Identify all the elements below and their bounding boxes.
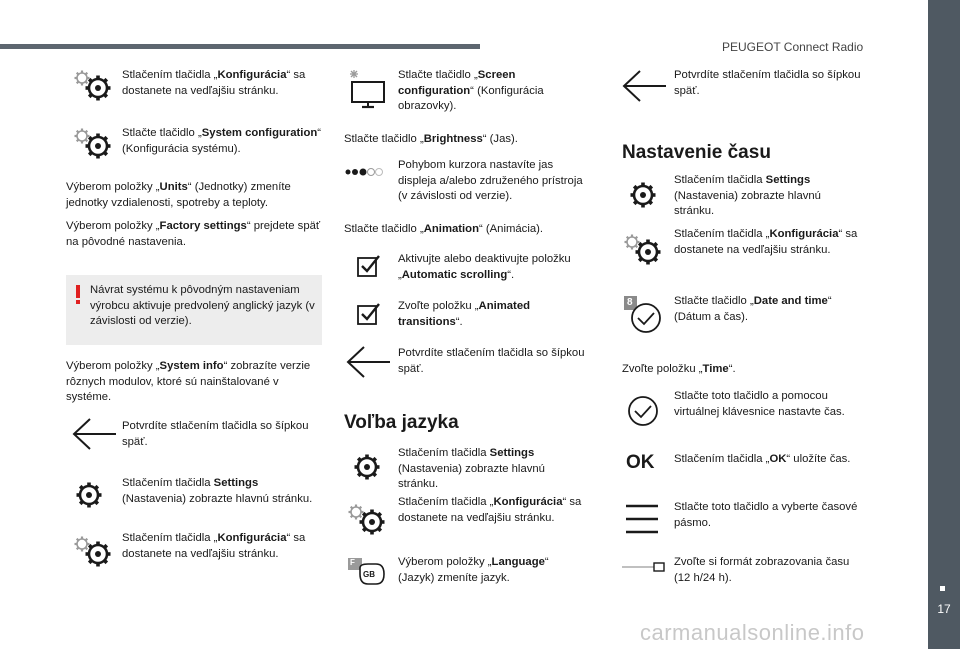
back-arrow-icon	[622, 70, 670, 104]
paragraph: Stlačte tlačidlo „Brightness“ (Jas).	[344, 133, 518, 145]
step-text: Stlačte tlačidlo „Date and time“ (Dátum a čas).	[674, 295, 832, 323]
ok-icon: OK	[626, 452, 655, 473]
step-text: Potvrdíte stlačením tlačidla so šípkou späť.	[122, 420, 309, 448]
flag-label-top: F	[350, 558, 355, 567]
paragraph: Zvoľte položku „Time“.	[622, 363, 736, 375]
paragraph: Stlačte tlačidlo „Animation“ (Animácia).	[344, 223, 544, 235]
configuration-gears-icon	[72, 532, 114, 570]
header-title: PEUGEOT Connect Radio	[722, 40, 864, 54]
back-arrow-icon	[346, 346, 394, 380]
side-tab	[928, 0, 960, 649]
checkbox-icon	[354, 300, 382, 328]
checkbox-icon	[354, 252, 382, 280]
screen-configuration-icon	[346, 70, 390, 110]
settings-gear-icon	[626, 178, 662, 212]
step-text: Stlačením tlačidla Settings (Nastavenia) zobrazte hlavnú stránku.	[674, 174, 821, 217]
menu-list-icon	[624, 502, 660, 536]
step-text: Stlačením tlačidla Settings (Nastavenia) zobrazte hlavnú stránku.	[398, 447, 545, 490]
configuration-gears-icon	[622, 230, 664, 268]
step-text: Stlačením tlačidla „OK“ uložíte čas.	[674, 453, 851, 465]
brightness-slider-icon	[344, 166, 390, 178]
step-text: Stlačením tlačidla „Konfigurácia“ sa dostanete na vedľajšiu stránku.	[398, 496, 582, 524]
step-text: Potvrdíte stlačením tlačidla so šípkou späť.	[674, 69, 861, 97]
watermark: carmanualsonline.info	[640, 620, 865, 645]
step-text: Výberom položky „Language“ (Jazyk) zmeníte jazyk.	[398, 556, 549, 584]
step-text: Stlačením tlačidla „Konfigurácia“ sa dostanete na vedľajšiu stránku.	[122, 532, 306, 560]
time-check-icon	[626, 394, 660, 428]
paragraph: Výberom položky „System info“ zobrazíte verzie rôznych modulov, ktoré sú nainštalované v systéme.	[66, 360, 311, 403]
section-heading-language: Voľba jazyka	[344, 412, 459, 433]
note-text: Návrat systému k pôvodným nastaveniam výrobcu aktivuje predvolený anglický jazyk (v závislosti od verzie).	[90, 284, 315, 327]
step-text: Stlačením tlačidla Settings (Nastavenia) zobrazte hlavnú stránku.	[122, 477, 313, 505]
toggle-slider-icon	[622, 560, 666, 574]
warning-icon-dot	[76, 300, 80, 304]
section-heading-time: Nastavenie času	[622, 142, 771, 163]
date-time-icon	[624, 296, 664, 336]
configuration-gears-icon	[72, 66, 114, 104]
configuration-gears-icon	[346, 500, 388, 538]
step-text: Stlačením tlačidla „Konfigurácia“ sa dostanete na vedľajšiu stránku.	[122, 69, 306, 97]
paragraph: Výberom položky „Factory settings“ prejdete späť na pôvodné nastavenia.	[66, 220, 321, 248]
step-text: Stlačením tlačidla „Konfigurácia“ sa dostanete na vedľajšiu stránku.	[674, 228, 858, 256]
note-box	[66, 275, 322, 345]
paragraph: Výberom položky „Units“ (Jednotky) zmeníte jednotky vzdialenosti, spotreby a teploty.	[66, 181, 291, 209]
flag-label-bottom: GB	[363, 570, 375, 579]
step-text: Potvrdíte stlačením tlačidla so šípkou späť.	[398, 347, 585, 375]
step-text: Stlačte tlačidlo „Screen configuration“ (Konfigurácia obrazovky).	[398, 69, 544, 112]
configuration-gears-icon	[72, 124, 114, 162]
date-time-badge: 8	[627, 297, 633, 308]
step-text: Stlačte tlačidlo „System configuration“ (Konfigurácia systému).	[122, 127, 322, 155]
back-arrow-icon	[72, 418, 120, 452]
step-text: Zvoľte si formát zobrazovania času (12 h/24 h).	[674, 556, 850, 584]
settings-gear-icon	[72, 478, 108, 512]
step-text: Stlačte toto tlačidlo a pomocou virtuálnej klávesnice nastavte čas.	[674, 390, 845, 418]
warning-icon	[76, 285, 80, 298]
header-bar	[0, 44, 480, 49]
settings-gear-icon	[350, 450, 386, 484]
page-number: 17	[937, 602, 951, 616]
language-flag-icon	[346, 556, 388, 590]
step-text: Aktivujte alebo deaktivujte položku „Automatic scrolling“.	[398, 253, 571, 281]
step-text: Stlačte toto tlačidlo a vyberte časové pásmo.	[674, 501, 858, 529]
step-text: Zvoľte položku „Animated transitions“.	[398, 300, 531, 328]
step-text: Pohybom kurzora nastavíte jas displeja a/alebo združeného prístroja (v závislosti od verzie).	[398, 159, 583, 202]
page-marker	[940, 586, 945, 591]
